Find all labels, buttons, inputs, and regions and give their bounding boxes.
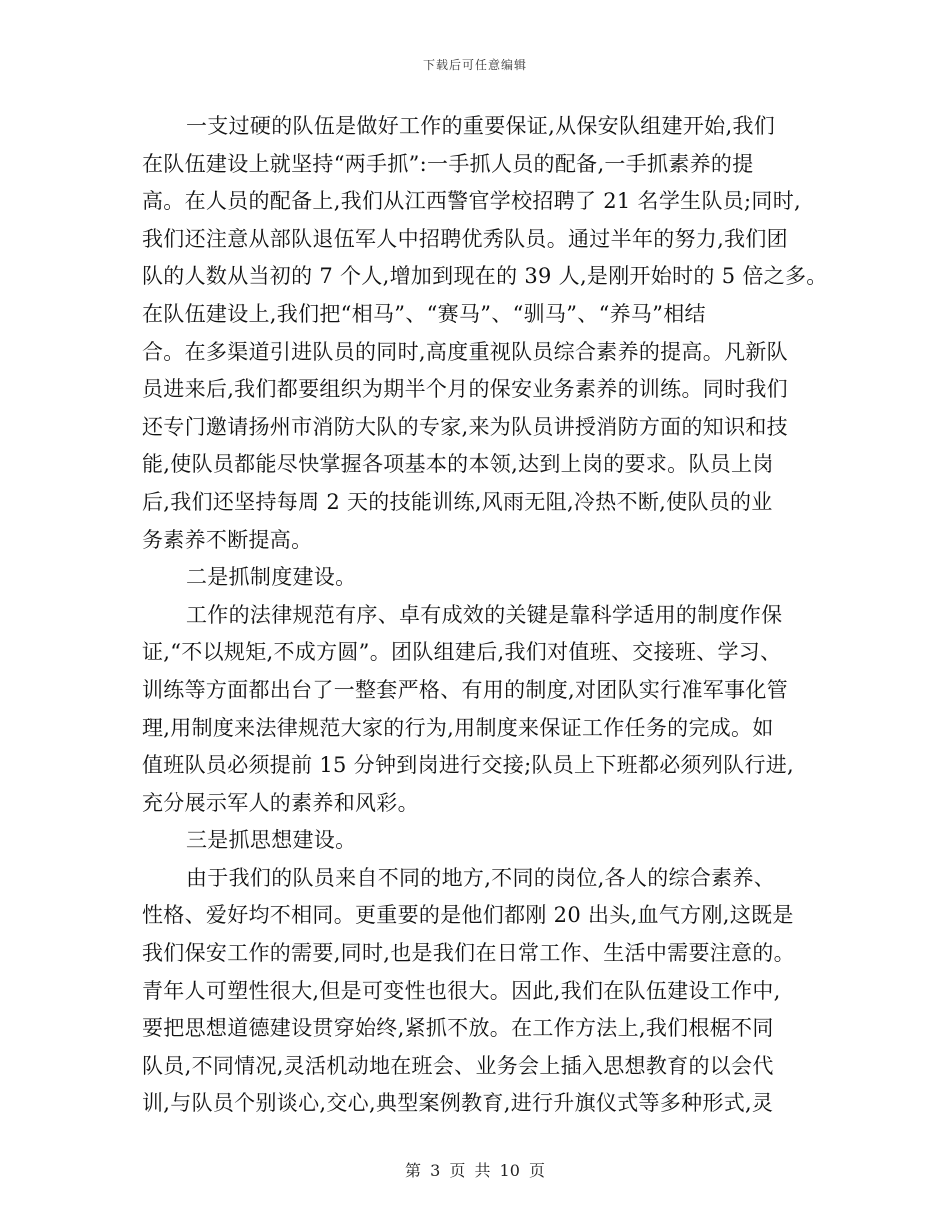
text-line: 工作的法律规范有序、卓有成效的关键是靠科学适用的制度作保 xyxy=(186,602,783,627)
text-line: 由于我们的队员来自不同的地方,不同的岗位,各人的综合素养、 xyxy=(186,865,776,890)
text-line: 青年人可塑性很大,但是可变性也很大。因此,我们在队伍建设工作中, xyxy=(142,978,781,1003)
text-line: 值班队员必须提前 15 分钟到岗进行交接;队员上下班都必须列队行进, xyxy=(142,753,795,778)
text-line: 高。在人员的配备上,我们从江西警官学校招聘了 21 名学生队员;同时, xyxy=(142,189,801,214)
section-heading: 二是抓制度建设。 xyxy=(186,565,357,590)
text-line: 一支过硬的队伍是做好工作的重要保证,从保安队组建开始,我们 xyxy=(186,114,776,138)
text-line: 要把思想道德建设贯穿始终,紧抓不放。在工作方法上,我们根椐不同 xyxy=(142,1016,774,1041)
text-line: 员进来后,我们都要组织为期半个月的保安业务素养的训练。同时我们 xyxy=(142,377,788,402)
text-line: 训,与队员个别谈心,交心,典型案例教育,进行升旗仪式等多种形式,灵 xyxy=(142,1091,774,1116)
text-line: 能,使队员都能尽快掌握各项基本的本领,达到上岗的要求。队员上岗 xyxy=(142,452,774,477)
page-number-footer: 第 3 页 共 10 页 xyxy=(405,1161,545,1180)
text-line: 充分展示军人的素养和风彩。 xyxy=(142,790,419,815)
text-line: 性格、爱好均不相同。更重要的是他们都刚 20 出头,血气方刚,这既是 xyxy=(142,903,794,928)
text-line: 务素养不断提高。 xyxy=(142,527,313,552)
text-line: 在队伍建设上,我们把“相马”、“赛马”、“驯马”、“养马”相结 xyxy=(142,301,706,326)
text-line: 理,用制度来法律规范大家的行为,用制度来保证工作任务的完成。如 xyxy=(142,715,774,740)
text-line: 队的人数从当初的 7 个人,增加到现在的 39 人,是刚开始时的 5 倍之多。 xyxy=(142,264,828,289)
text-line: 队员,不同情况,灵活机动地在班会、业务会上插入思想教育的以会代 xyxy=(142,1053,774,1078)
text-line: 我们保安工作的需要,同时,也是我们在日常工作、生活中需要注意的。 xyxy=(142,941,795,966)
page-header: 下载后可任意编辑 xyxy=(422,58,527,72)
section-heading: 三是抓思想建设。 xyxy=(186,828,357,853)
text-line: 训练等方面都出台了一整套严格、有用的制度,对团队实行准军事化管 xyxy=(142,677,788,702)
text-line: 合。在多渠道引进队员的同时,高度重视队员综合素养的提高。凡新队 xyxy=(142,339,788,364)
text-line: 还专门邀请扬州市消防大队的专家,来为队员讲授消防方面的知识和技 xyxy=(142,414,788,439)
text-line: 证,“不以规矩,不成方圆”。团队组建后,我们对值班、交接班、学习、 xyxy=(142,640,782,665)
text-line: 我们还注意从部队退伍军人中招聘优秀队员。通过半年的努力,我们团 xyxy=(142,226,788,251)
document-body xyxy=(142,108,828,1123)
text-line: 在队伍建设上就坚持“两手抓”:一手抓人员的配备,一手抓素养的提 xyxy=(142,151,754,176)
text-line: 后,我们还坚持每周 2 天的技能训练,风雨无阻,冷热不断,使队员的业 xyxy=(142,489,773,514)
